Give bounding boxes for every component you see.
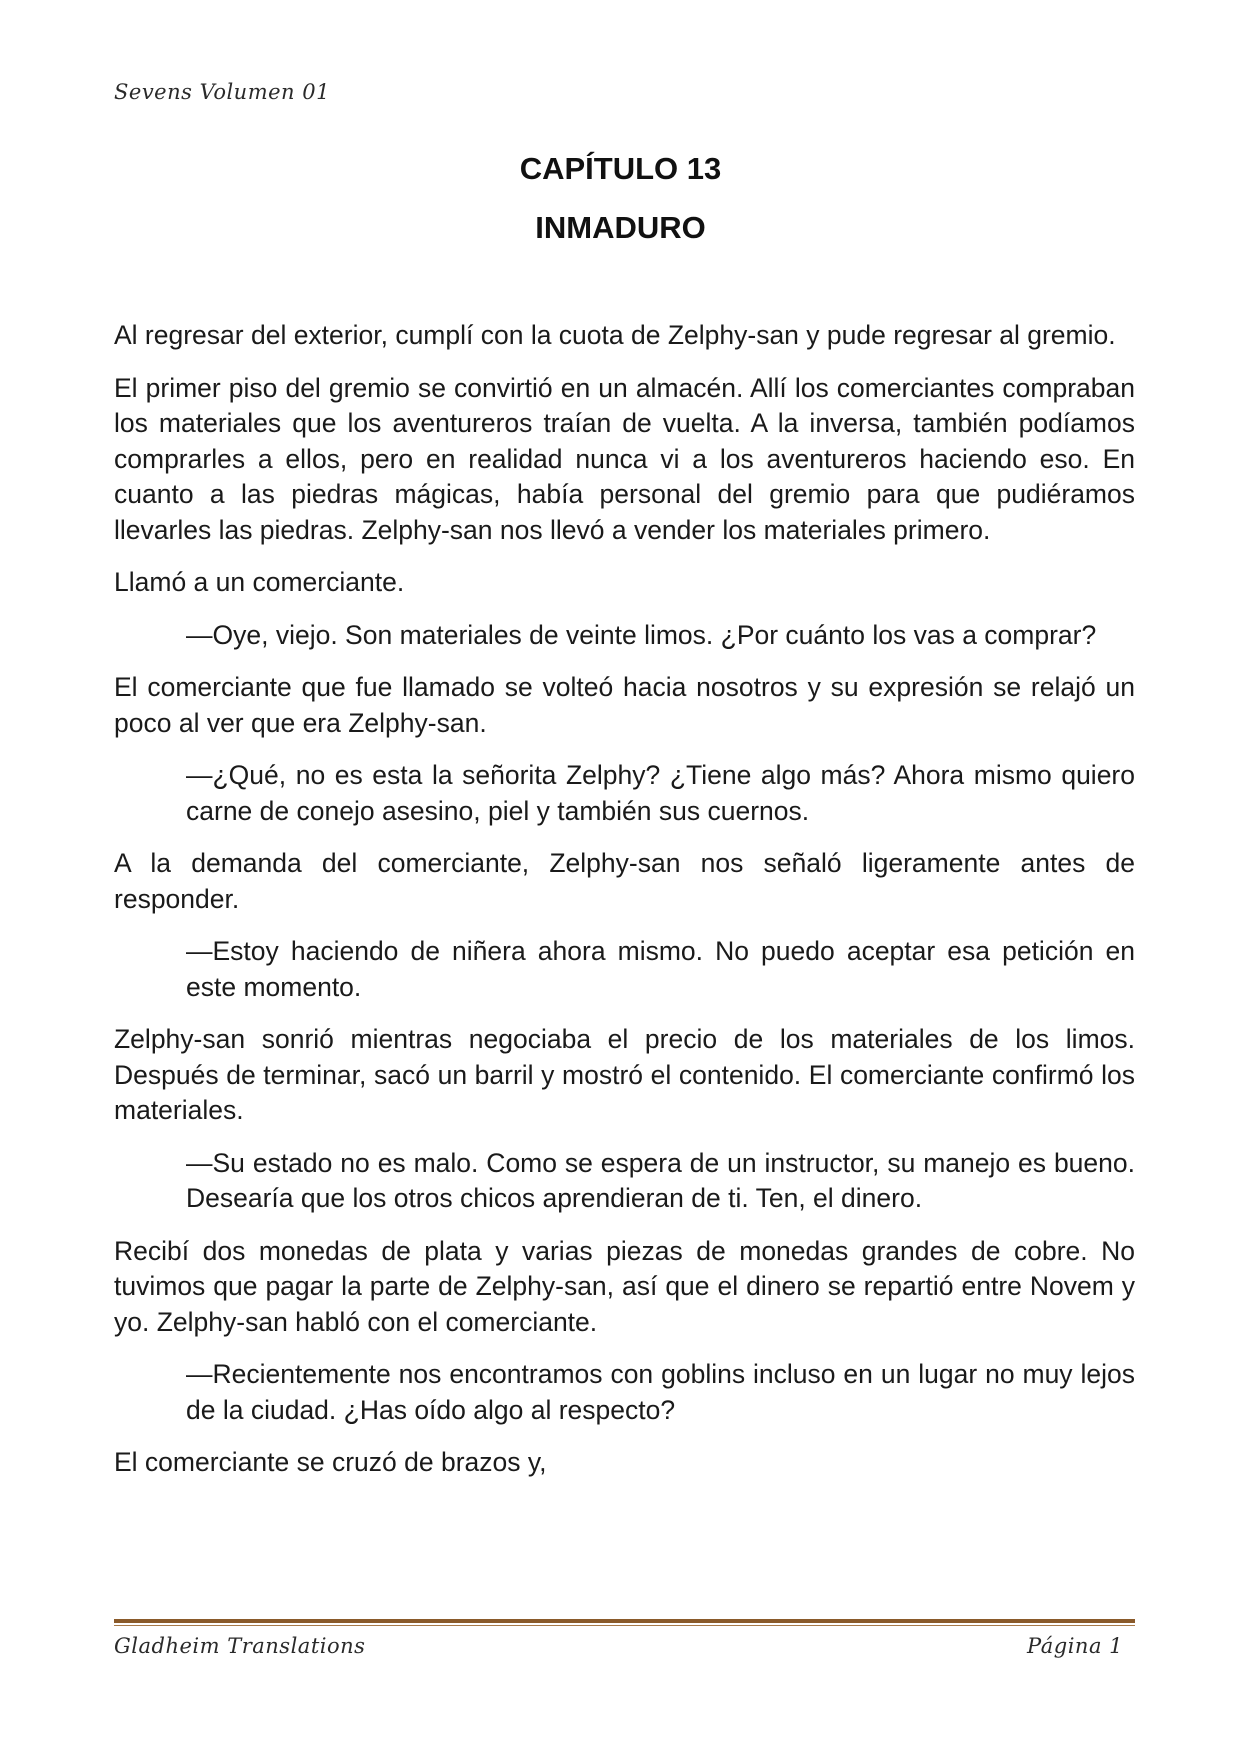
dialogue-paragraph: —Oye, viejo. Son materiales de veinte limos. ¿Por cuánto los vas a comprar? [186,619,1097,650]
chapter-number: CAPÍTULO 13 [519,151,722,186]
paragraph: El comerciante que fue llamado se volteó hacia nosotros y su expresión se relajó un poco al ver que era Zelphy-san. [114,672,1135,738]
paragraph: El primer piso del gremio se convirtió en un almacén. Allí los comerciantes compraban los materiales que los aventureros traían de vuelta. A la inversa, también podíamos comprarles a ellos, pero en realidad nunca vi a los aventureros haciendo eso. En cuanto a las piedras mágicas, había personal del gremio para que pudiéramos llevarles las piedras. Zelphy-san nos llevó a vender los materiales primero. [114,372,1135,545]
paragraph: Zelphy-san sonrió mientras negociaba el precio de los materiales de los limos. Después de terminar, sacó un barril y mostró el contenido. El comerciante confirmó los materiales. [114,1024,1135,1125]
dialogue-paragraph: —Su estado no es malo. Como se espera de un instructor, su manejo es bueno. Desearía que los otros chicos aprendieran de ti. Ten, el dinero. [186,1147,1135,1213]
dialogue-paragraph: —Estoy haciendo de niñera ahora mismo. No puedo aceptar esa petición en este momento. [186,936,1135,1002]
dialogue-paragraph: —Recientemente nos encontramos con goblins incluso en un lugar no muy lejos de la ciudad. ¿Has oído algo al respecto? [186,1359,1135,1425]
page-number: Página 1 [1027,1634,1123,1658]
running-header: Sevens Volumen 01 [114,80,330,104]
footer-rule-thin [114,1625,1135,1626]
paragraph: Llamó a un comerciante. [114,567,405,597]
dialogue-paragraph: —¿Qué, no es esta la señorita Zelphy? ¿Tiene algo más? Ahora mismo quiero carne de conejo asesino, piel y también sus cuernos. [186,760,1135,826]
paragraph: Recibí dos monedas de plata y varias piezas de monedas grandes de cobre. No tuvimos que pagar la parte de Zelphy-san, así que el dinero se repartió entre Novem y yo. Zelphy-san habló con el comerciante. [114,1235,1135,1337]
paragraph: El comerciante se cruzó de brazos y, [114,1447,547,1477]
paragraph: A la demanda del comerciante, Zelphy-san nos señaló ligeramente antes de responder. [114,848,1135,914]
footer-publisher: Gladheim Translations [114,1634,366,1658]
paragraph: Al regresar del exterior, cumplí con la cuota de Zelphy-san y pude regresar al gremio. [114,320,1116,350]
body-text [114,318,1135,1498]
footer-rule [114,1619,1135,1623]
chapter-title: INMADURO [535,210,706,245]
